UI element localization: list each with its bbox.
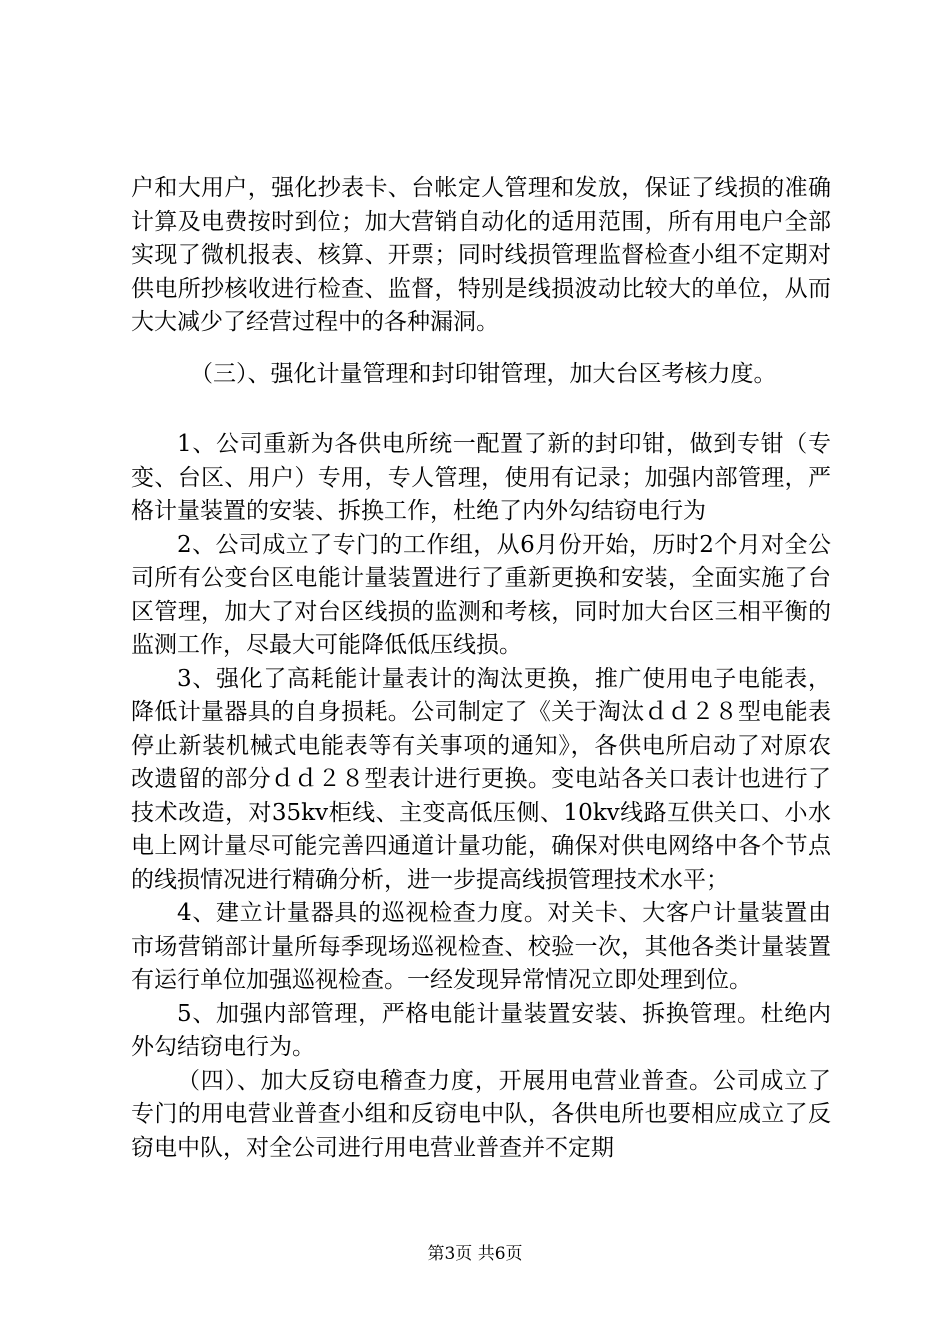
page-footer: 第3页 共6页 <box>427 1244 523 1264</box>
item-paragraph-1: 1、公司重新为各供电所统一配置了新的封印钳，做到专钳（专变、台区、用户）专用，专人管理，使用有记录；加强内部管理，严格计量装置的安装、拆换工作，杜绝了内外勾结窃电行为 <box>131 431 831 524</box>
item-paragraph-2: 2、公司成立了专门的工作组，从6月份开始，历时2个月对全公司所有公变台区电能计量装置进行了重新更换和安装，全面实施了台区管理，加大了对台区线损的监测和考核，同时加大台区三相平衡的监测工作，尽最大可能降低低压线损。 <box>131 531 831 658</box>
section-heading: （三）、强化计量管理和封印钳管理，加大台区考核力度。 <box>190 361 777 387</box>
section-four-paragraph: （四）、加大反窃电稽查力度，开展用电营业普查。公司成立了专门的用电营业普查小组和反窃电中队，各供电所也要相应成立了反窃电中队，对全公司进行用电营业普查并不定期 <box>131 1067 831 1161</box>
items-block <box>131 428 831 1165</box>
continuation-paragraph: 户和大用户，强化抄表卡、台帐定人管理和发放，保证了线损的准确计算及电费按时到位；加大营销自动化的适用范围，所有用电户全部实现了微机报表、核算、开票；同时线损管理监督检查小组不定期对供电所抄核收进行检查、监督，特别是线损波动比较大的单位，从而大大减少了经营过程中的各种漏洞。 <box>131 175 831 335</box>
item-paragraph-3: 3、强化了高耗能计量表计的淘汰更换，推广使用电子电能表，降低计量器具的自身损耗。公司制定了《关于淘汰ｄｄ２８型电能表停止新装机械式电能表等有关事项的通知》，各供电所启动了对原农改遗留的部分ｄｄ２８型表计进行更换。变电站各关口表计也进行了技术改造，对35kv柜线、主变高低压侧、10kv线路互供关口、小水电上网计量尽可能完善四通道计量功能，确保对供电网络中各个节点的线损情况进行精确分析，进一步提高线损管理技术水平； <box>131 665 831 893</box>
item-paragraph-5: 5、加强内部管理，严格电能计量装置安装、拆换管理。杜绝内外勾结窃电行为。 <box>131 1000 831 1060</box>
item-paragraph-4: 4、建立计量器具的巡视检查力度。对关卡、大客户计量装置由市场营销部计量所每季现场巡视检查、校验一次，其他各类计量装置有运行单位加强巡视检查。一经发现异常情况立即处理到位。 <box>131 900 831 993</box>
continuation-paragraph-block <box>131 172 831 340</box>
